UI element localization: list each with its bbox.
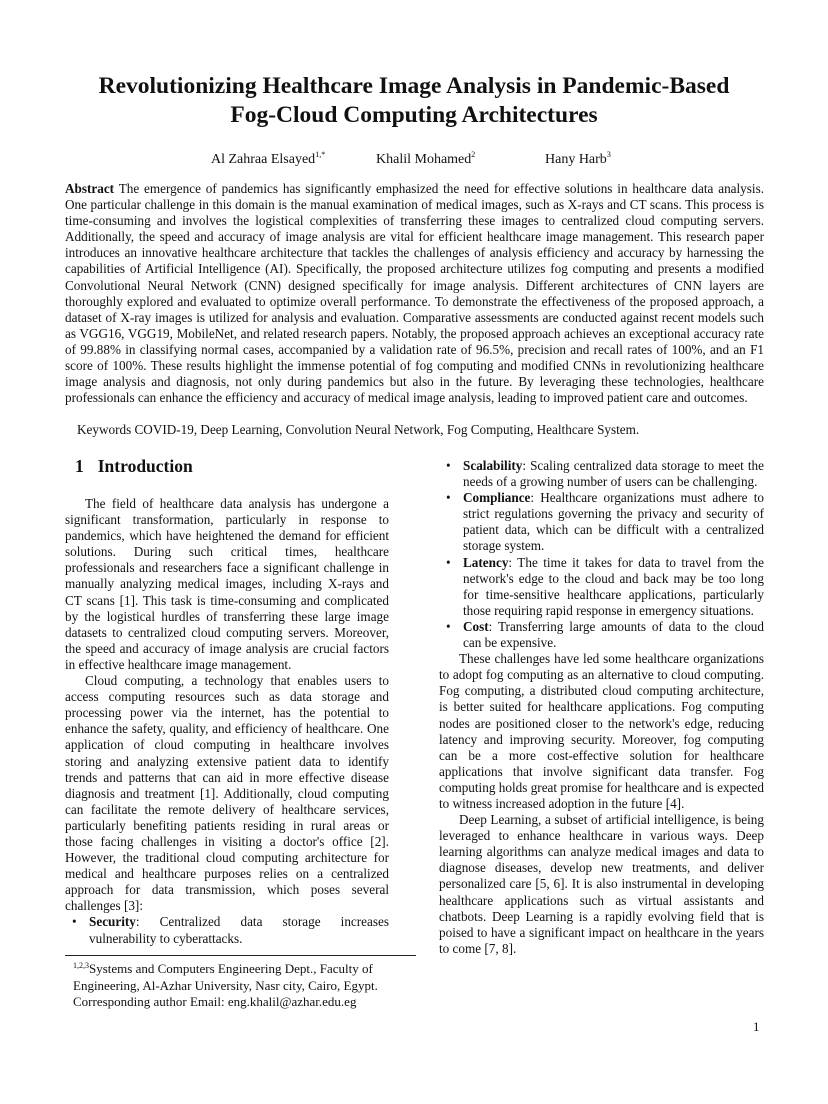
bullet-icon: • xyxy=(446,458,451,473)
author-2 xyxy=(376,150,475,168)
keywords: Keywords COVID-19, Deep Learning, Convolution Neural Network, Fog Computing, Healthcare System. xyxy=(77,422,640,437)
page-number: 1 xyxy=(753,1019,760,1034)
abstract-label: Abstract xyxy=(65,181,115,196)
list-item-text: : Healthcare organizations must adhere to strict regulations governing the privacy and security of patient data, which can be difficult with a centralized storage system. xyxy=(463,490,764,554)
bullet-icon: • xyxy=(446,490,451,506)
section-title: Introduction xyxy=(97,456,193,476)
body-paragraph: Deep Learning, a subset of artificial intelligence, is being leveraged to enhance healthcare in various ways. Deep learning algorithms can analyze medical images and data to diagnose diseases, develop new treatments, and deliver personalized care [5, 6]. It is also instrumental in developing healthcare applications such as virtual assistants and chatbots. Deep Learning is a rapidly evolving field that is poised to have a significant impact on healthcare in the years to come [7, 8]. xyxy=(439,812,764,956)
list-item-term: Latency xyxy=(463,554,509,570)
author-list xyxy=(0,150,828,170)
author-affiliation-mark: 2 xyxy=(471,150,476,159)
author-affiliation-mark: 3 xyxy=(606,150,611,159)
body-paragraph: These challenges have led some healthcare organizations to adopt fog computing as an alternative to cloud computing. Fog computing, a distributed cloud computing architecture, is better suited for healthcare applications. Fog computing nodes are positioned closer to the network's edge, reducing latency and improving security. Moreover, fog computing can be a more cost-effective solution for healthcare applications that involve significant data transfer. Fog computing holds great promise for healthcare and is expected to witness increased adoption in the future [4]. xyxy=(439,651,764,811)
left-column xyxy=(65,455,389,947)
list-item-term: Cost xyxy=(463,618,489,634)
footnote-marker: 1,2,3 xyxy=(73,961,89,970)
right-column xyxy=(439,458,764,957)
list-item-text: : The time it takes for data to travel from the network's edge to the cloud and back may be too long for time-sensitive healthcare applications, particularly those requiring rapid response in emergency situations. xyxy=(463,554,764,618)
author-name: Khalil Mohamed xyxy=(376,152,472,167)
paper-title xyxy=(40,72,788,130)
list-item-text: : Centralized data storage increases vulnerability to cyberattacks. xyxy=(89,914,389,946)
abstract xyxy=(65,181,764,406)
author-3 xyxy=(545,150,611,168)
list-item xyxy=(439,555,764,619)
list-item-text: : Scaling centralized data storage to meet the needs of a growing number of users can be challenging. xyxy=(463,458,764,490)
bullet-icon: • xyxy=(446,618,451,634)
list-item-term: Scalability xyxy=(463,458,523,473)
author-affiliation-mark: 1,* xyxy=(315,150,326,159)
author-name: Hany Harb xyxy=(545,152,607,167)
challenge-list xyxy=(65,914,389,946)
challenge-list-continued xyxy=(439,458,764,651)
abstract-text: The emergence of pandemics has significantly emphasized the need for effective solutions in healthcare data analysis. One particular challenge in this domain is the manual examination of medical images, such as X-rays and CT scans. This process is time-consuming and involves the logistical complexities of transferring these images to centralized cloud computing servers. Additionally, the speed and accuracy of image analysis are vital for efficient healthcare image management. This research paper introduces an innovative healthcare architecture that tackles the challenges of analysis efficiency and accuracy by harnessing the capabilities of Artificial Intelligence (AI). Specifically, the proposed architecture utilizes fog computing and presents a modified Convolutional Neural Network (CNN) designed specifically for image analysis. Different architectures of CNN layers are thoroughly explored and evaluated to optimize overall performance. To demonstrate the effectiveness of the proposed approach, a dataset of X-ray images is utilized for analysis and evaluation. Comparative assessments are conducted against recent models such as VGG16, VGG19, MobileNet, and related research papers. Notably, the proposed approach achieves an exceptional accuracy rate of 99.88% in classifying normal cases, accompanied by a validation rate of 96.5%, precision and recall rates of 100%, and an F1 score of 100%. These results highlight the immense potential of fog computing and modified CNNs in revolutionizing healthcare image analysis and diagnosis, not only during pandemics but also in the future. By leveraging these technologies, healthcare professionals can enhance the efficiency and accuracy of medical image analysis, leading to improved patient care and outcomes. xyxy=(65,181,765,406)
section-heading xyxy=(75,455,389,477)
author-1 xyxy=(211,150,325,168)
section-number: 1 xyxy=(75,456,84,476)
body-paragraph: The field of healthcare data analysis has undergone a significant transformation, particularly in response to pandemics, which have heightened the demand for efficient solutions. During such critical times, healthcare professionals and researchers face a significant challenge in manually analyzing medical images, including X-rays and CT scans [1]. This task is time-consuming and complicated by the logistical hurdles of transferring these large image datasets to centralized cloud computing servers. Moreover, the speed and accuracy of image analysis are crucial factors in effective healthcare image management. xyxy=(65,496,389,672)
affiliation-footnote xyxy=(73,958,418,1011)
title-line-2: Fog-Cloud Computing Architectures xyxy=(230,102,598,128)
bullet-icon: • xyxy=(72,914,77,930)
list-item-text: : Transferring large amounts of data to the cloud can be expensive. xyxy=(463,618,764,651)
footnote-divider xyxy=(65,955,416,956)
list-item xyxy=(439,458,764,490)
list-item xyxy=(439,490,764,554)
list-item xyxy=(439,619,764,651)
list-item xyxy=(65,914,389,946)
author-name: Al Zahraa Elsayed xyxy=(211,152,316,167)
list-item-term: Security xyxy=(89,914,136,930)
body-paragraph: Cloud computing, a technology that enables users to access computing resources such as data storage and processing power via the internet, has the potential to enhance the safety, quality, and efficiency of healthcare. One application of cloud computing in healthcare involves storing and analyzing extensive patient data to identify trends and patterns that can aid in more effective disease diagnosis and treatment [1]. Additionally, cloud computing can facilitate the remote delivery of healthcare services, particularly benefiting patients residing in rural areas or those facing challenges in visiting a doctor's office [2]. However, the traditional cloud computing architecture for medical and healthcare purposes relies on a centralized approach for data transmission, which poses several challenges [3]: xyxy=(65,673,389,914)
title-line-1: Revolutionizing Healthcare Image Analysis in Pandemic-Based xyxy=(98,73,730,99)
bullet-icon: • xyxy=(446,554,451,570)
list-item-term: Compliance xyxy=(463,490,531,506)
footnote-text: Systems and Computers Engineering Dept., Faculty of Engineering, Al-Azhar University, Nasr city, Cairo, Egypt. Corresponding author Email: eng.khalil@azhar.edu.eg xyxy=(73,961,378,1009)
